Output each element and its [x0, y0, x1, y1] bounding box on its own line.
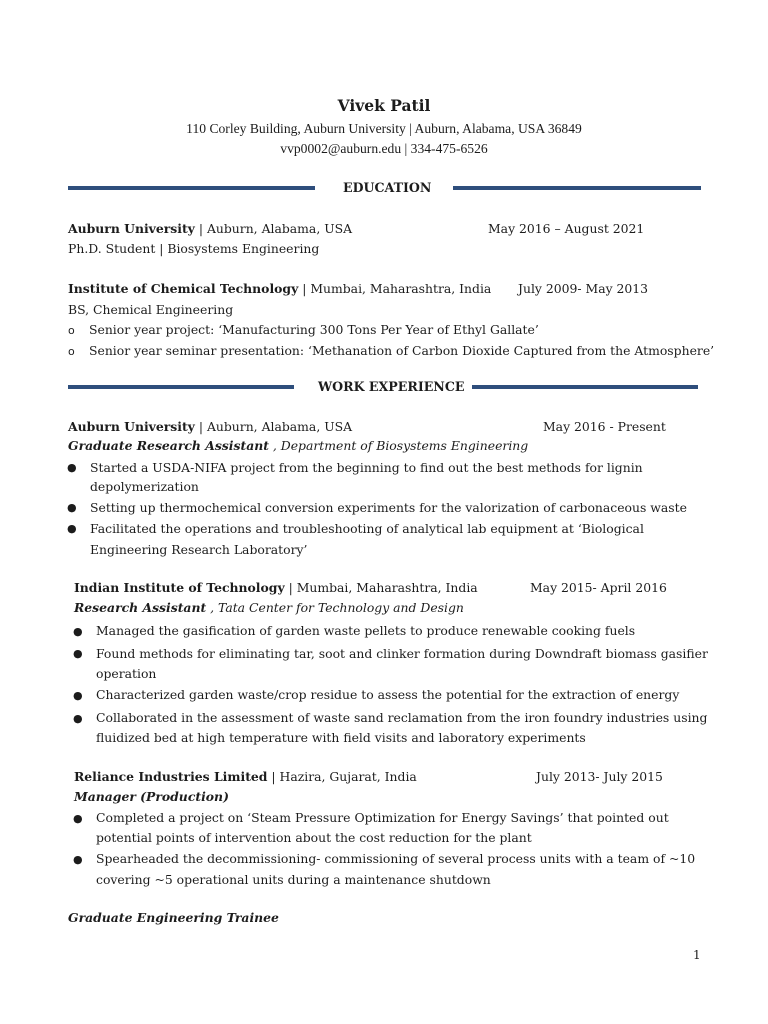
job-bullet-line: covering ~5 operational units during a maintenance shutdown [96, 872, 491, 887]
job-location: | Mumbai, Maharashtra, India [284, 580, 478, 595]
candidate-name: Vivek Patil [337, 96, 431, 115]
circle-bullet-icon: o [68, 324, 75, 337]
section-rule-right [472, 385, 698, 389]
job-bullet-line: Engineering Research Laboratory’ [90, 542, 308, 557]
job-date: July 2013- July 2015 [536, 769, 663, 784]
job-heading [74, 580, 478, 596]
bullet-icon: ● [73, 625, 83, 638]
section-rule-left [68, 385, 294, 389]
edu-location: | Auburn, Alabama, USA [194, 221, 353, 236]
bullet-icon: ● [73, 689, 83, 702]
edu-date: May 2016 – August 2021 [488, 221, 645, 236]
job-location: | Auburn, Alabama, USA [194, 419, 353, 434]
job-org: Auburn University [68, 419, 195, 434]
edu-item: Senior year project: ‘Manufacturing 300 Tons Per Year of Ethyl Gallate’ [89, 322, 539, 337]
job-bullet-line: potential points of intervention about the cost reduction for the plant [96, 830, 532, 845]
job-bullet-line: Setting up thermochemical conversion experiments for the valorization of carbonaceous waste [90, 500, 687, 515]
job-location: | Hazira, Gujarat, India [267, 769, 417, 784]
job-org: Indian Institute of Technology [74, 580, 285, 595]
bullet-icon: ● [67, 461, 77, 474]
section-title-education: EDUCATION [343, 180, 432, 195]
job-bullet-line: operation [96, 666, 157, 681]
job-heading [68, 419, 352, 435]
section-title-work: WORK EXPERIENCE [318, 379, 465, 394]
job-role-line [68, 438, 528, 454]
address-line: 110 Corley Building, Auburn University | Auburn, Alabama, USA 36849 [186, 121, 582, 136]
edu-date: July 2009- May 2013 [518, 281, 649, 296]
bullet-icon: ● [73, 647, 83, 660]
job-bullet-line: Found methods for eliminating tar, soot and clinker formation during Downdraft biomass gasifier [96, 646, 708, 661]
bullet-icon: ● [73, 853, 83, 866]
edu-org: Institute of Chemical Technology [68, 281, 299, 296]
job-bullet-line: Managed the gasification of garden waste pellets to produce renewable cooking fuels [96, 623, 636, 638]
circle-bullet-icon: o [68, 345, 75, 358]
contact-line: vvp0002@auburn.edu | 334-475-6526 [280, 141, 488, 156]
job-department: , Department of Biosystems Engineering [268, 438, 529, 453]
job-bullet-line: Characterized garden waste/crop residue to assess the potential for the extraction of energy [96, 687, 680, 702]
edu-item: Senior year seminar presentation: ‘Methanation of Carbon Dioxide Captured from the Atmosphere’ [89, 343, 715, 358]
job-bullet-line: Spearheaded the decommissioning- commissioning of several process units with a team of ~10 [96, 851, 696, 866]
edu-org: Auburn University [68, 221, 195, 236]
job-bullet-line: Completed a project on ‘Steam Pressure Optimization for Energy Savings’ that pointed out [96, 810, 669, 825]
job-bullet-line: fluidized bed at high temperature with field visits and laboratory experiments [96, 730, 586, 745]
job-department: , Tata Center for Technology and Design [206, 600, 464, 615]
edu-location: | Mumbai, Maharashtra, India [298, 281, 492, 296]
job-heading [74, 769, 417, 785]
section-rule-left [68, 186, 315, 190]
edu-degree: Ph.D. Student | Biosystems Engineering [68, 241, 320, 256]
bullet-icon: ● [73, 712, 83, 725]
edu-entry-heading [68, 221, 352, 237]
bullet-icon: ● [67, 522, 77, 535]
job-bullet-line: Facilitated the operations and troubleshooting of analytical lab equipment at ‘Biological [90, 521, 644, 536]
bullet-icon: ● [67, 501, 77, 514]
bullet-icon: ● [73, 812, 83, 825]
job-role: Graduate Research Assistant [68, 438, 269, 453]
page-number: 1 [693, 948, 701, 962]
job-bullet-line: depolymerization [90, 479, 199, 494]
job-subrole: Graduate Engineering Trainee [68, 910, 279, 925]
job-org: Reliance Industries Limited [74, 769, 268, 784]
job-role: Manager (Production) [74, 789, 229, 804]
job-bullet-line: Started a USDA-NIFA project from the beginning to find out the best methods for lignin [90, 460, 643, 475]
job-role: Research Assistant [74, 600, 207, 615]
edu-degree: BS, Chemical Engineering [68, 302, 234, 317]
job-date: May 2015- April 2016 [530, 580, 667, 595]
job-bullet-line: Collaborated in the assessment of waste sand reclamation from the iron foundry industries using [96, 710, 708, 725]
job-role-line [74, 600, 464, 616]
edu-entry-heading [68, 281, 491, 297]
job-date: May 2016 - Present [543, 419, 666, 434]
section-rule-right [453, 186, 701, 190]
job-role-line [74, 789, 229, 805]
